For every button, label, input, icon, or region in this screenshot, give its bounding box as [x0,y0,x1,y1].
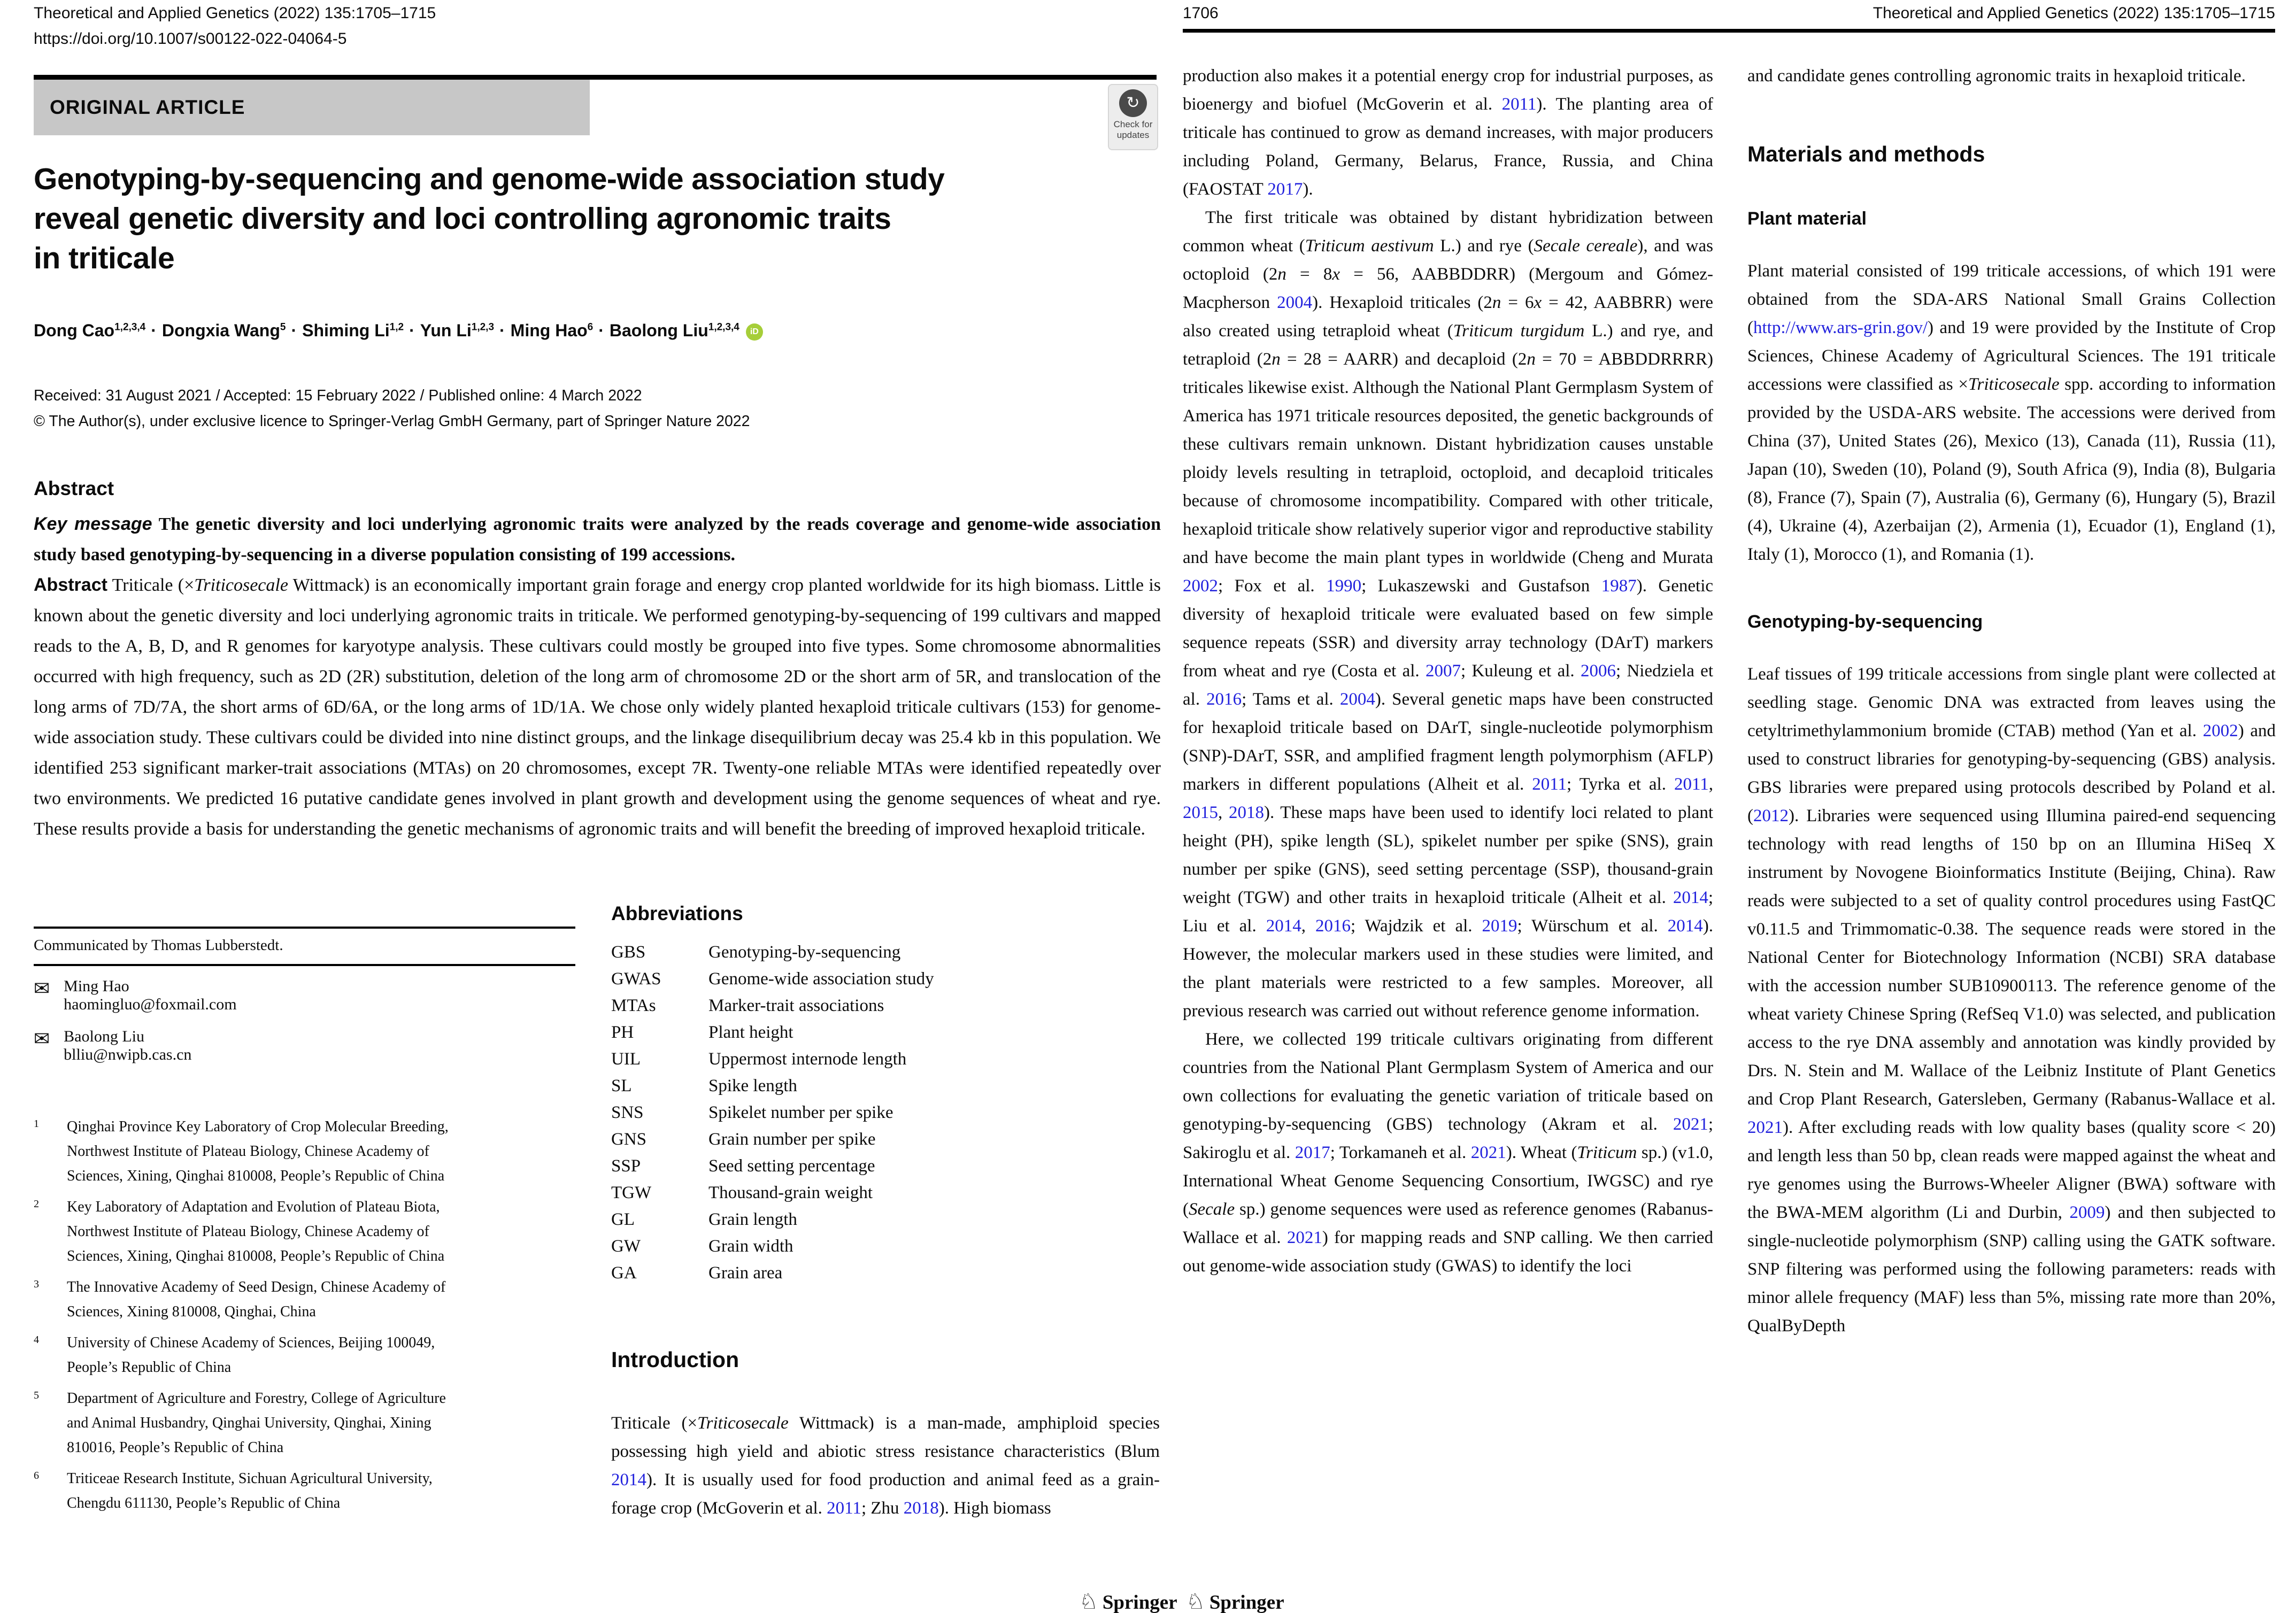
envelope-icon: ✉ [34,978,50,999]
italic-term: Triticosecale [1968,375,2060,394]
text-segment: ) for mapping reads and SNP calling. We then carried out genome-wide association study (GWAS) to identify the loci [1183,1228,1714,1276]
italic-term: Secale cereale [1534,236,1638,256]
citation-link[interactable]: 2011 [827,1499,861,1518]
abbreviation-definition: Grain number per spike [708,1130,876,1149]
abbreviation-definition: Thousand-grain weight [708,1183,873,1202]
correspondence-entry [34,1028,568,1064]
abbreviation-row [611,1206,1162,1233]
citation-link[interactable]: 2004 [1277,293,1313,312]
text-segment: ). Hexaploid triticales (2 [1312,293,1492,312]
text-segment: ), and was octoploid (2 [1183,236,1713,284]
italic-term: Triticum aestivum [1305,236,1434,256]
abstract-text [34,570,1161,844]
correspondence-name: Ming Hao [64,977,129,995]
author-name[interactable]: Baolong Liu [609,321,708,340]
citation-link[interactable]: 2021 [1470,1143,1506,1162]
author-separator: · [499,321,505,340]
text-segment: ). Genetic diversity of hexaploid triticale were evaluated based on few simple sequence repeats (SSR) and diversity array technology (DArT) markers from wheat and rye (Costa et al. [1183,576,1714,681]
correspondence-entry [34,977,568,1014]
text-segment: = 42, AABBRR) were also created using tetraploid wheat ( [1183,293,1713,341]
author-affiliation-sup: 6 [587,321,594,333]
citation-link[interactable]: 2017 [1267,180,1303,199]
text-segment: ) and used to construct libraries for genotyping-by-sequencing (GBS) analysis. GBS libraries were prepared using protocols described by Poland et al. ( [1747,721,2276,825]
header-rule-right [1183,29,2275,33]
abbreviation-definition: Genotyping-by-sequencing [708,943,901,962]
text-segment: ; Kuleung et al. [1460,661,1581,681]
plant-material-heading: Plant material [1747,209,1867,229]
text-segment: Triticale (× [107,575,195,595]
abbreviation-row [611,992,1162,1019]
text-segment: sp.) (v1.0, International Wheat Genome Sequencing Consortium, IWGSC) and rye ( [1183,1143,1713,1219]
text-segment: ; Sakiroglu et al. [1183,1115,1713,1162]
text-segment: ; Wajdzik et al. [1350,916,1482,936]
citation-link[interactable]: 2012 [1753,806,1789,825]
italic-term: n [1492,293,1501,312]
citation-link[interactable]: 2011 [1532,775,1567,794]
citation-link[interactable]: 1987 [1601,576,1637,596]
citation-link[interactable]: 2002 [2202,721,2238,740]
gbs-paragraph [1747,660,2276,1340]
text-segment: ; Tams et al. [1242,690,1340,709]
abbreviation-definition: Marker-trait associations [708,996,884,1015]
affiliation-number: 5 [34,1390,39,1401]
abbreviation-key: GW [611,1237,641,1256]
citation-link[interactable]: 2011 [1501,95,1537,114]
communicated-rule-bottom [34,964,575,966]
materials-methods-heading: Materials and methods [1747,142,1985,166]
springer-knight-icon: ♘ [1186,1589,1205,1613]
author-name[interactable]: Shiming Li [302,321,390,340]
body-paragraph [1183,62,1713,204]
envelope-icon: ✉ [34,1028,50,1049]
citation-link[interactable]: 2018 [1228,803,1264,822]
text-segment: The genetic diversity and loci underlying agronomic traits were analyzed by the reads coverage and genome-wide association study based genotyping-by-sequencing in a diverse population consisting of 199 accessions. [34,514,1161,565]
affiliation-number: 1 [34,1118,39,1130]
text-segment: ; Niedziela et al. [1183,661,1713,709]
citation-link[interactable]: 2014 [1667,916,1703,936]
header-rule-left [34,75,1157,80]
affiliation-text: Triticeae Research Institute, Sichuan Agricultural University, Chengdu 611130, People’s Republic of China [67,1470,433,1511]
journal-reference: Theoretical and Applied Genetics (2022) 135:1705–1715 [34,4,436,22]
abbreviation-definition: Grain area [708,1263,783,1283]
italic-term: n [1277,265,1286,284]
key-message [34,509,1161,570]
abbreviation-row [611,1153,1162,1179]
text-segment: ). It is usually used for food production and animal feed as a grain-forage crop (McGoverin et al. [611,1470,1160,1518]
abstract-heading: Abstract [34,477,114,499]
text-segment: ). Wheat ( [1506,1143,1577,1162]
text-segment: ) and 19 were provided by the Institute of Crop Sciences, Chinese Academy of Agricultural Sciences. The 191 triticale accessions were classified as × [1747,318,2276,394]
affiliation-item [34,1195,461,1269]
author-separator: · [151,321,157,340]
text-segment: Key message [34,514,152,534]
abbreviation-definition: Grain length [708,1210,797,1229]
title-line: Genotyping-by-sequencing and genome-wide association study [34,162,945,196]
author-affiliation-sup: 1,2,3,4 [114,321,146,333]
italic-term: Triticum turgidum [1453,321,1585,341]
text-segment: ) and then subjected to single-nucleotide polymorphism (SNP) calling using the GATK software. SNP filtering was performed using the following parameters: reads with minor allele frequency (MAF) less than 5%, missing rate more than 20%, QualByDepth [1747,1203,2276,1336]
abbreviation-key: GA [611,1263,637,1283]
abbreviation-key: GNS [611,1130,647,1149]
page2-column2 [1747,62,2276,1340]
gbs-heading: Genotyping-by-sequencing [1747,612,1983,632]
running-head: Theoretical and Applied Genetics (2022) 135:1705–1715 [1873,4,2275,22]
italic-term: n [1272,350,1281,369]
text-segment: Abstract [34,575,107,595]
introduction-heading: Introduction [611,1347,739,1372]
crossmark-icon: ↻ [1119,89,1147,117]
author-affiliation-sup: 1,2,3,4 [708,321,739,333]
doi-link[interactable]: https://doi.org/10.1007/s00122-022-04064-5 [34,30,347,48]
correspondence-name: Baolong Liu [64,1028,144,1045]
text-segment: The first triticale was obtained by distant hybridization between common wheat ( [1183,208,1713,256]
check-for-updates-badge[interactable] [1108,84,1158,150]
affiliation-number: 4 [34,1334,39,1346]
abbreviations-list [611,939,1162,1286]
author-separator: · [291,321,297,340]
affiliation-item [34,1275,461,1324]
text-segment: and candidate genes controlling agronomic traits in hexaploid triticale. [1747,66,2246,86]
body-paragraph [1183,1025,1713,1280]
affiliation-item [34,1467,461,1516]
affiliation-number: 6 [34,1470,39,1481]
title-line: in triticale [34,241,175,275]
citation-link[interactable]: 2021 [1673,1115,1708,1134]
citation-link[interactable]: 2018 [903,1499,939,1518]
abbreviation-row [611,1260,1162,1286]
text-segment: = 56, AABBDDRR) (Mergoum and Gómez-Macpherson [1183,265,1713,312]
abbreviation-key: TGW [611,1183,652,1202]
italic-term: Triticosecale [697,1414,789,1433]
abbreviation-key: SL [611,1076,632,1095]
correspondence-block [34,977,568,1078]
text-segment: L.) and rye, and tetraploid (2 [1183,321,1714,369]
abbreviation-key: GBS [611,943,646,962]
text-segment: ). [1303,180,1313,199]
text-segment: = 6 [1501,293,1534,312]
abbreviation-definition: Spikelet number per spike [708,1103,893,1122]
affiliation-text: Department of Agriculture and Forestry, College of Agriculture and Animal Husbandry, Qinghai University, Qinghai, Xining 810016, People’s Republic of China [67,1390,446,1456]
text-segment: ). These maps have been used to identify loci related to plant height (PH), spike length (SL), spikelet number per spike (SNS), grain number per spike (GNS), seed setting percentage (SSP), thousand-grain weight (TGW) and other traits in hexaploid triticale (Alheit et al. [1183,803,1714,907]
author-list [34,321,1173,341]
author-name[interactable]: Ming Hao [510,321,588,340]
text-segment: ; Tyrka et al. [1567,775,1674,794]
abbreviation-definition: Plant height [708,1023,793,1042]
abbreviation-row [611,1099,1162,1126]
abbreviations-heading: Abbreviations [611,902,743,924]
text-segment: = 70 = ABBDDRRRR) triticales likewise exist. Although the National Plant Germplasm System of America has 1971 triticale resources deposited, the genetic backgrounds of these cultivars remain unknown. Distant hybridization causes unstable ploidy levels resulting in tetraploid, octoploid, and decaploid triticales because of chromosome incompatibility. Compared with other triticale, hexaploid triticale show relatively superior vigor and reproductive stability and have become the main plant types in worldwide (Cheng and Murata [1183,350,1713,567]
text-segment: Wittmack) is a man-made, amphiploid species possessing high yield and abiotic stress resistance characteristics (Blum [611,1414,1160,1461]
abbreviation-definition: Uppermost internode length [708,1049,907,1069]
citation-link[interactable]: 2002 [1183,576,1218,596]
text-segment: ). The planting area of triticale has continued to grow as demand increases, with major producers including Poland, Germany, Belarus, France, Russia, and China (FAOSTAT [1183,95,1713,199]
affiliation-item [34,1115,461,1188]
abbreviation-row [611,1072,1162,1099]
column2-intro [1747,62,2276,90]
affiliation-number: 2 [34,1198,39,1210]
author-name[interactable]: Dong Cao [34,321,115,340]
text-segment: spp. according to information provided by the USDA-ARS website. The accessions were derived from China (37), United States (26), Mexico (13), Canada (11), Russia (11), Japan (10), Sweden (10), Poland (9), South Africa (9), India (8), Bulgaria (8), France (7), Spain (7), Australia (6), Germany (6), Hungary (5), Brazil (4), Ukraine (4), Azerbaijan (2), Armenia (1), Ecuador (1), England (1), Italy (1), Morocco (1), and Romania (1). [1747,375,2276,564]
abbreviation-definition: Seed setting percentage [708,1156,875,1176]
text-segment: , [1301,916,1315,936]
citation-link[interactable]: 2014 [611,1470,646,1489]
citation-link[interactable]: 2021 [1747,1118,1783,1137]
abbreviation-definition: Grain width [708,1237,793,1256]
citation-link[interactable]: 2011 [1674,775,1709,794]
citation-link[interactable]: 2009 [2069,1203,2105,1222]
springer-knight-icon: ♘ [1079,1589,1098,1613]
text-segment: , [1708,775,1713,794]
page-number: 1706 [1183,4,1219,22]
citation-link[interactable]: 2006 [1580,661,1616,681]
springer-wordmark: Springer [1102,1592,1177,1613]
citation-link[interactable]: 2007 [1425,661,1461,681]
springer-logo-left [1079,1589,1177,1613]
text-segment: ; Fox et al. [1218,576,1327,596]
abbreviation-definition: Genome-wide association study [708,969,934,989]
text-segment: ). After excluding reads with low quality bases (quality score < 20) and length less than 50 bp, clean reads were mapped against the wheat and rye genomes using the Burrows-Wheeler Aligner (BWA) software with the BWA-MEM algorithm (Li and Durbin, [1747,1118,2276,1222]
author-affiliation-sup: 1,2 [389,321,404,333]
text-segment: Wittmack) is an economically important grain forage and energy crop planted worldwide for its high biomass. Little is known about the genetic diversity and loci underlying agronomic traits in triticale. We performed genotyping-by-sequencing of 199 cultivars and mapped reads to the A, B, D, and R genomes for karyotype analysis. These cultivars could mostly be grouped into five types. Some chromosome abnormalities occurred with high frequency, such as 2D (2R) substitution, deletion of the long arm of chromosome 2D or the short arm of 5R, and translocation of the long arms of 7D/7A, the short arms of 6D/6A, or the long arms of 1D/1A. We chose only widely planted hexaploid triticale cultivars (153) for genome-wide association study. These cultivars could be divided into nine distinct groups, and the linkage disequilibrium decay was 25.4 kb in this population. We identified 253 significant marker-trait associations (MTAs) on 20 chromosomes, except 7R. Twenty-one reliable MTAs were identified repeatedly over two environments. We predicted 16 putative candidate genes involved in plant growth and development using the genome sequences of wheat and rye. These results provide a basis for understanding the genetic mechanisms of agronomic traits and will benefit the breeding of improved hexaploid triticale. [34,575,1161,839]
text-segment: ; Torkamaneh et al. [1330,1143,1471,1162]
abbreviation-row [611,966,1162,992]
abbreviation-row [611,939,1162,966]
correspondence-detail [64,1028,191,1064]
abbreviation-key: SNS [611,1103,644,1122]
copyright-line: © The Author(s), under exclusive licence to Springer-Verlag GmbH Germany, part of Springer Nature 2022 [34,413,750,430]
citation-link[interactable]: 2014 [1266,916,1301,936]
body-paragraph [1183,204,1713,1025]
author-name[interactable]: Yun Li [420,321,472,340]
citation-link[interactable]: 2019 [1482,916,1517,936]
text-segment: Leaf tissues of 199 triticale accessions from single plant were collected at seedling stage. Genomic DNA was extracted from leaves using the cetyltrimethylammonium bromide (CTAB) method (Yan et al. [1747,665,2276,740]
received-dates: Received: 31 August 2021 / Accepted: 15 February 2022 / Published online: 4 March 2022 [34,387,642,404]
text-segment: ). However, the molecular markers used in these studies were limited, and the plant materials were restricted to a few samples. Moreover, all previous research was carried out without reference genome information. [1183,916,1714,1021]
citation-link[interactable]: 1990 [1326,576,1362,596]
italic-term: x [1332,265,1340,284]
affiliation-list [34,1115,461,1522]
text-segment: ). Libraries were sequenced using Illumina paired-end sequencing technology with read lengths of 150 bp on an Illumina HiSeq X instrument by Novogene Bioinformatics Institute (Beijing, China). Raw reads were subjected to a set of quality control procedures using FastQC v0.11.5 and Trimmomatic-0.38. The sequence reads were stored in the National Center for Biotechnology Information (NCBI) SRA database with the accession number SUB10900113. The reference genome of the wheat variety Chinese Spring (RefSeq V1.0) was selected, and publication access to the rye DNA assembly and annotation was kindly provided by Drs. N. Stein and M. Wallace of the Leibniz Institute of Plant Genetics and Crop Plant Research, Gatersleben, Germany (Rabanus-Wallace et al. [1747,806,2276,1109]
correspondence-detail [64,977,236,1014]
check-updates-line1: Check for [1113,119,1153,129]
text-segment: sp.) genome sequences were used as reference genomes (Rabanus-Wallace et al. [1183,1200,1713,1247]
abbreviation-key: GWAS [611,969,661,989]
citation-link[interactable]: 2016 [1206,690,1242,709]
springer-logo-right [1186,1589,1284,1613]
text-segment: Triticale (× [611,1414,698,1433]
citation-link[interactable]: 2015 [1183,803,1218,822]
citation-link[interactable]: http://www.ars-grin.gov/ [1753,318,1928,337]
text-segment: production also makes it a potential energy crop for industrial purposes, as bioenergy and biofuel (McGoverin et al. [1183,66,1713,114]
abbreviation-row [611,1126,1162,1153]
author-name[interactable]: Dongxia Wang [161,321,280,340]
affiliation-text: University of Chinese Academy of Sciences, Beijing 100049, People’s Republic of China [67,1334,435,1376]
abbreviation-key: GL [611,1210,635,1229]
article-type-banner: ORIGINAL ARTICLE [34,80,590,135]
text-segment: ). Several genetic maps have been constructed for hexaploid triticale based on DArT, single-nucleotide polymorphism (SNP)-DArT, SSR, and amplified fragment length polymorphism (AFLP) markers in different populations (Alheit et al. [1183,690,1713,794]
text-segment: = 8 [1286,265,1332,284]
abbreviation-key: SSP [611,1156,641,1176]
plant-material-paragraph [1747,257,2276,569]
citation-link[interactable]: 2016 [1315,916,1351,936]
text-segment: ; Zhu [861,1499,904,1518]
abbreviation-key: PH [611,1023,634,1042]
text-segment: Here, we collected 199 triticale cultivars originating from different countries from the National Plant Germplasm System of America and our own collections for evaluating the genetic variation of triticale based on genotyping-by-sequencing (GBS) technology (Akram et al. [1183,1030,1713,1134]
communicated-rule-top [34,927,575,929]
correspondence-email[interactable]: haomingluo@foxmail.com [64,995,237,1013]
check-updates-line2: updates [1116,130,1150,140]
springer-wordmark: Springer [1209,1592,1284,1613]
correspondence-email[interactable]: blliu@nwipb.cas.cn [64,1046,192,1063]
affiliation-item [34,1386,461,1460]
text-segment: = 28 = AARR) and decaploid (2 [1280,350,1527,369]
abbreviation-row [611,1019,1162,1046]
abbreviation-row [611,1233,1162,1260]
author-affiliation-sup: 1,2,3 [471,321,495,333]
author-separator: · [598,321,604,340]
abbreviation-row [611,1046,1162,1072]
text-segment: L.) and rye ( [1434,236,1534,256]
affiliation-text: Qinghai Province Key Laboratory of Crop Molecular Breeding, Northwest Institute of Plateau Biology, Chinese Academy of Sciences, Xining, Qinghai 810008, People’s Republic of China [67,1118,449,1184]
text-segment: ; Lukaszewski and Gustafson [1361,576,1601,596]
text-segment: , [1218,803,1229,822]
text-segment: ; Liu et al. [1183,888,1713,936]
text-segment: ; Würschum et al. [1517,916,1668,936]
introduction-paragraph [611,1409,1160,1523]
abbreviation-key: MTAs [611,996,656,1015]
citation-link[interactable]: 2017 [1295,1143,1330,1162]
citation-link[interactable]: 2014 [1673,888,1708,907]
citation-link[interactable]: 2004 [1339,690,1375,709]
communicated-by: Communicated by Thomas Lubberstedt. [34,937,283,954]
title-line: reveal genetic diversity and loci controlling agronomic traits [34,202,891,236]
affiliation-number: 3 [34,1278,39,1290]
author-separator: · [409,321,415,340]
article-title [34,159,1173,278]
text-segment: Plant material consisted of 199 triticale accessions, of which 191 were obtained from the SDA-ARS National Small Grains Collection ( [1747,261,2276,337]
italic-term: n [1527,350,1536,369]
affiliation-item [34,1331,461,1380]
italic-term: Triticosecale [194,575,288,595]
page2-column1 [1183,62,1713,1280]
italic-term: Triticum [1577,1143,1637,1162]
italic-term: Secale [1189,1200,1235,1219]
abbreviation-key: UIL [611,1049,641,1069]
italic-term: x [1534,293,1542,312]
abbreviation-row [611,1179,1162,1206]
citation-link[interactable]: 2021 [1286,1228,1322,1247]
author-affiliation-sup: 5 [280,321,286,333]
text-segment: ). High biomass [938,1499,1051,1518]
affiliation-text: The Innovative Academy of Seed Design, Chinese Academy of Sciences, Xining 810008, Qinghai, China [67,1279,446,1320]
abbreviation-definition: Spike length [708,1076,797,1095]
affiliation-text: Key Laboratory of Adaptation and Evolution of Plateau Biota, Northwest Institute of Plateau Biology, Chinese Academy of Sciences, Xining, Qinghai 810008, People’s Republic of China [67,1199,445,1264]
orcid-icon[interactable]: iD [746,323,763,341]
